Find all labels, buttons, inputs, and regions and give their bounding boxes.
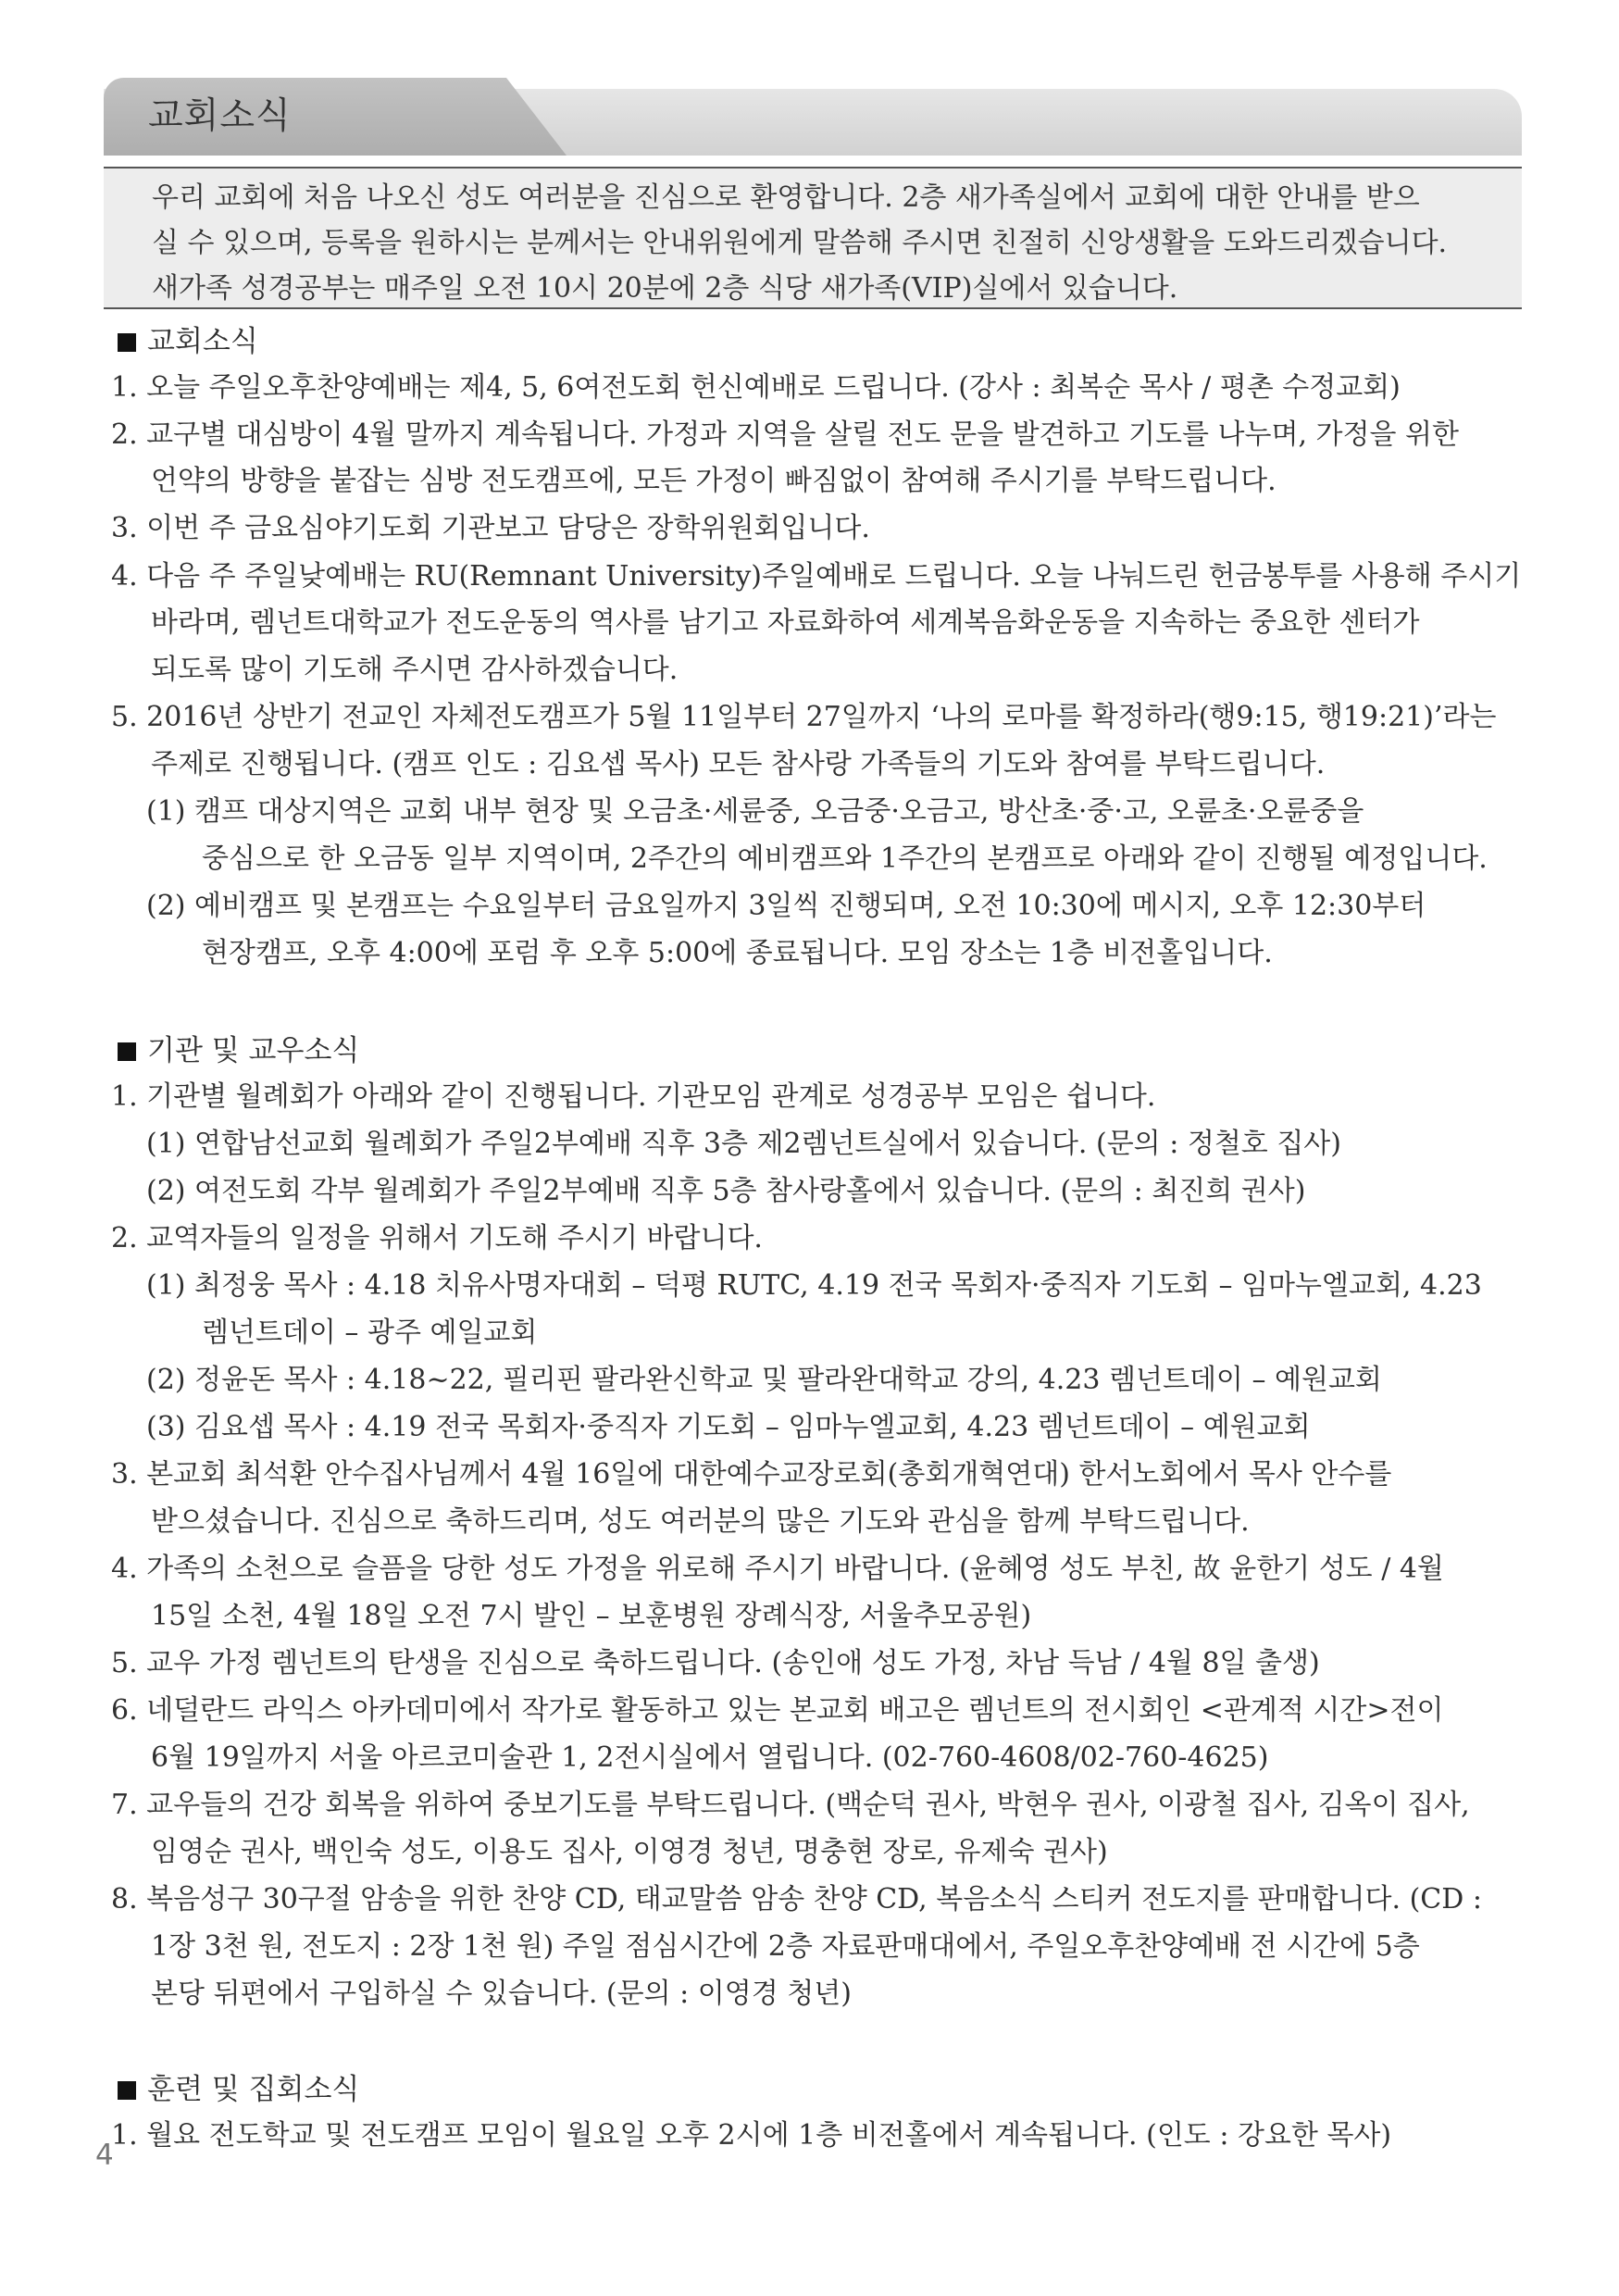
news-item: 본당 뒤편에서 구입하실 수 있습니다. (문의 : 이영경 청년) <box>151 1978 852 2010</box>
news-item: 8. 복음성구 30구절 암송을 위한 찬양 CD, 태교말씀 암송 찬양 CD, 복음소식 스티커 전도지를 판매합니다. (CD : <box>111 1883 1482 1915</box>
square-bullet-icon <box>118 1042 136 1061</box>
news-item: (3) 김요셉 목사 : 4.19 전국 목회자·중직자 기도회 – 임마누엘교회, 4.23 렘넌트데이 – 예원교회 <box>146 1411 1311 1443</box>
news-item: 주제로 진행됩니다. (캠프 인도 : 김요셉 목사) 모든 참사랑 가족들의 기도와 참여를 부탁드립니다. <box>151 748 1326 780</box>
section-heading <box>118 1034 360 1067</box>
welcome-line: 새가족 성경공부는 매주일 오전 10시 20분에 2층 식당 새가족(VIP)실에서 있습니다. <box>152 272 1178 305</box>
news-item: 렘넌트데이 – 광주 예일교회 <box>202 1316 538 1349</box>
news-item: 1. 기관별 월례회가 아래와 같이 진행됩니다. 기관모임 관계로 성경공부 모임은 쉽니다. <box>111 1080 1156 1113</box>
page-number: 4 <box>95 2139 114 2172</box>
news-item: 5. 2016년 상반기 전교인 자체전도캠프가 5월 11일부터 27일까지 ‘나의 로마를 확정하라(행9:15, 행19:21)’라는 <box>111 701 1497 733</box>
news-item: 1. 오늘 주일오후찬양예배는 제4, 5, 6여전도회 헌신예배로 드립니다. (강사 : 최복순 목사 / 평촌 수정교회) <box>111 371 1401 404</box>
news-item: 1장 3천 원, 전도지 : 2장 1천 원) 주일 점심시간에 2층 자료판매대에서, 주일오후찬양예배 전 시간에 5층 <box>151 1930 1420 1963</box>
section-title: 기관 및 교우소식 <box>147 1034 360 1067</box>
welcome-line: 실 수 있으며, 등록을 원하시는 분께서는 안내위원에게 말씀해 주시면 친절히 신앙생활을 도와드리겠습니다. <box>152 227 1448 259</box>
news-item: 현장캠프, 오후 4:00에 포럼 후 오후 5:00에 종료됩니다. 모임 장소는 1층 비전홀입니다. <box>202 937 1273 969</box>
news-item: 2. 교구별 대심방이 4월 말까지 계속됩니다. 가정과 지역을 살릴 전도 문을 발견하고 기도를 나누며, 가정을 위한 <box>111 418 1459 451</box>
news-item: 3. 본교회 최석환 안수집사님께서 4월 16일에 대한예수교장로회(총회개혁연대) 한서노회에서 목사 안수를 <box>111 1458 1392 1491</box>
news-item: 되도록 많이 기도해 주시면 감사하겠습니다. <box>151 654 679 686</box>
welcome-line: 우리 교회에 처음 나오신 성도 여러분을 진심으로 환영합니다. 2층 새가족실에서 교회에 대한 안내를 받으 <box>152 181 1420 214</box>
news-item: (1) 연합남선교회 월례회가 주일2부예배 직후 3층 제2렘넌트실에서 있습니다. (문의 : 정철호 집사) <box>146 1128 1341 1160</box>
news-item: (1) 캠프 대상지역은 교회 내부 현장 및 오금초·세륜중, 오금중·오금고, 방산초·중·고, 오륜초·오륜중을 <box>146 795 1364 828</box>
news-item: 3. 이번 주 금요심야기도회 기관보고 담당은 장학위원회입니다. <box>111 512 870 544</box>
news-item: 임영순 권사, 백인숙 성도, 이용도 집사, 이영경 청년, 명충현 장로, 유제숙 권사) <box>151 1836 1108 1868</box>
section-heading <box>118 2073 360 2106</box>
news-item: 4. 다음 주 주일낮예배는 RU(Remnant University)주일예배로 드립니다. 오늘 나눠드린 헌금봉투를 사용해 주시기 <box>111 560 1522 593</box>
news-item: (1) 최정웅 목사 : 4.18 치유사명자대회 – 덕평 RUTC, 4.19 전국 목회자·중직자 기도회 – 임마누엘교회, 4.23 <box>146 1269 1482 1302</box>
news-item: 15일 소천, 4월 18일 오전 7시 발인 – 보훈병원 장례식장, 서울추모공원) <box>151 1600 1032 1632</box>
news-item: 6월 19일까지 서울 아르코미술관 1, 2전시실에서 열립니다. (02-760-4608/02-760-4625) <box>151 1741 1269 1774</box>
news-item: (2) 예비캠프 및 본캠프는 수요일부터 금요일까지 3일씩 진행되며, 오전 10:30에 메시지, 오후 12:30부터 <box>146 890 1426 922</box>
news-item: 받으셨습니다. 진심으로 축하드리며, 성도 여러분의 많은 기도와 관심을 함께 부탁드립니다. <box>151 1505 1250 1538</box>
news-item: (2) 정윤돈 목사 : 4.18~22, 필리핀 팔라완신학교 및 팔라완대학교 강의, 4.23 렘넌트데이 – 예원교회 <box>146 1364 1382 1396</box>
section-title: 교회소식 <box>147 325 258 358</box>
news-item: 바라며, 렘넌트대학교가 전도운동의 역사를 남기고 자료화하여 세계복음화운동을 지속하는 중요한 센터가 <box>151 606 1420 639</box>
news-item: 4. 가족의 소천으로 슬픔을 당한 성도 가정을 위로해 주시기 바랍니다. (윤혜영 성도 부친, 故 윤한기 성도 / 4월 <box>111 1553 1444 1585</box>
news-item: 7. 교우들의 건강 회복을 위하여 중보기도를 부탁드립니다. (백순덕 권사, 박현우 권사, 이광철 집사, 김옥이 집사, <box>111 1789 1470 1821</box>
square-bullet-icon <box>118 2081 136 2100</box>
section-title: 훈련 및 집회소식 <box>147 2073 360 2106</box>
news-item: 6. 네덜란드 라익스 아카데미에서 작가로 활동하고 있는 본교회 배고은 렘넌트의 전시회인 <관계적 시간>전이 <box>111 1694 1444 1727</box>
news-item: (2) 여전도회 각부 월례회가 주일2부예배 직후 5층 참사랑홀에서 있습니다. (문의 : 최진희 권사) <box>146 1175 1306 1207</box>
section-heading <box>118 325 258 358</box>
news-item: 2. 교역자들의 일정을 위해서 기도해 주시기 바랍니다. <box>111 1222 763 1254</box>
news-item: 5. 교우 가정 렘넌트의 탄생을 진심으로 축하드립니다. (송인애 성도 가정, 차남 득남 / 4월 8일 출생) <box>111 1647 1320 1679</box>
page-title: 교회소식 <box>148 95 292 137</box>
news-item: 언약의 방향을 붙잡는 심방 전도캠프에, 모든 가정이 빠짐없이 참여해 주시기를 부탁드립니다. <box>151 465 1277 497</box>
news-item: 중심으로 한 오금동 일부 지역이며, 2주간의 예비캠프와 1주간의 본캠프로 아래와 같이 진행될 예정입니다. <box>202 842 1488 875</box>
news-item: 1. 월요 전도학교 및 전도캠프 모임이 월요일 오후 2시에 1층 비전홀에서 계속됩니다. (인도 : 강요한 목사) <box>111 2119 1392 2152</box>
square-bullet-icon <box>118 333 136 352</box>
